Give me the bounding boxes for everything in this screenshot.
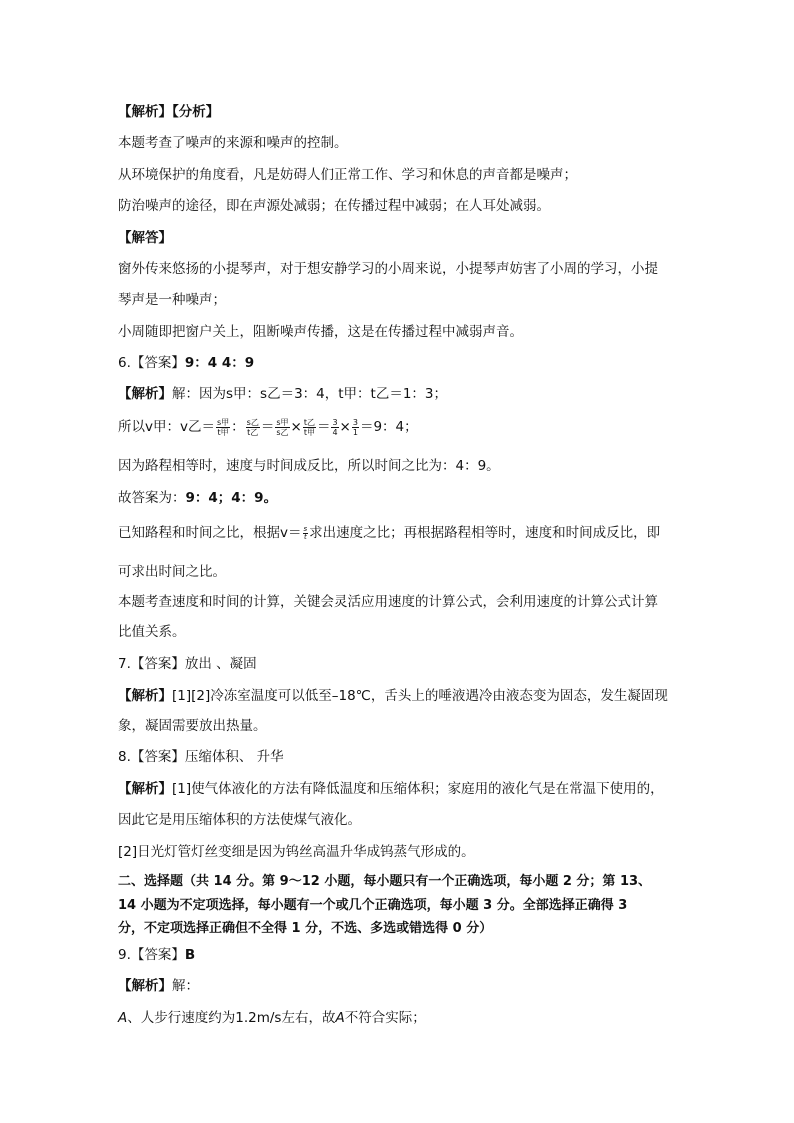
fraction: $\frac{\text{t乙}}{\text{t甲}}$ [303, 417, 315, 437]
text-line: 琴声是一种噪声； [118, 292, 226, 308]
fraction: $\frac{\text{s甲}}{\text{s乙}}$ [276, 417, 289, 437]
option-a-line [118, 1008, 694, 1028]
section-heading: 二、选择题（共 14 分。第 9～12 小题，每小题只有一个正确选项，每小题 2 分；第 13、 [118, 874, 652, 889]
analysis-label: 【解析】 [118, 978, 172, 994]
fraction: $\frac{3}{1}$ [352, 417, 358, 437]
answer-label: 6.【答案】 [118, 355, 185, 371]
analysis-label: 【解析】 [118, 781, 172, 797]
fraction: $\frac{s}{t}$ [303, 524, 308, 541]
fraction: $\frac{3}{4}$ [332, 417, 338, 437]
analysis-text: 解： [172, 978, 199, 994]
text-line: 防治噪声的途径，即在声源处减弱；在传播过程中减弱；在人耳处减弱。 [118, 198, 550, 214]
formula-result: ＝9：4； [359, 419, 418, 435]
text-span: 已知路程和时间之比，根据v＝ [118, 525, 302, 541]
option-letter: A [335, 1010, 345, 1026]
formula-op: ＝ [260, 419, 275, 435]
answer-line-7 [118, 654, 694, 674]
answer-line-9 [118, 945, 694, 965]
section-heading: 分，不定项选择正确但不全得 1 分，不选、多选或错选得 0 分） [118, 921, 493, 936]
text-line: 本题考查了噪声的来源和噪声的控制。 [118, 135, 348, 151]
text-line: 可求出时间之比。 [118, 564, 226, 580]
text-line: 从环境保护的角度看，凡是妨碍人们正常工作、学习和休息的声音都是噪声； [118, 167, 577, 183]
section-heading: 14 小题为不定项选择，每小题有一个或几个正确选项，每小题 3 分。全部选择正确得 3 [118, 898, 628, 913]
fraction: $\frac{\text{s乙}}{\text{t乙}}$ [246, 417, 259, 437]
solution-heading: 【解答】 [118, 230, 172, 246]
answer-label: 8.【答案】 [118, 749, 185, 765]
formula-op: × [339, 419, 351, 435]
analysis-line-6 [118, 384, 694, 404]
text-line: 小周随即把窗户关上，阻断噪声传播，这是在传播过程中减弱声音。 [118, 324, 523, 340]
fraction: $\frac{\text{s甲}}{\text{t甲}}$ [216, 417, 230, 437]
option-letter: A [118, 1010, 128, 1026]
text-line: [2]日光灯管灯丝变细是因为钨丝高温升华成钨蒸气形成的。 [118, 844, 475, 860]
formula-op: ： [231, 419, 245, 435]
text-span: 求出速度之比；再根据路程相等时，速度和时间成反比，即 [309, 525, 661, 541]
analysis-line-8 [118, 779, 694, 799]
answer-value: B [184, 947, 196, 963]
analysis-heading: 【解析】【分析】 [118, 104, 220, 120]
text-line: 比值关系。 [118, 624, 186, 640]
answer-label: 7.【答案】 [118, 656, 185, 672]
formula-op: × [290, 419, 302, 435]
answer-label: 9.【答案】 [118, 947, 185, 963]
text-line [118, 488, 694, 508]
text-span: 不符合实际； [344, 1010, 426, 1026]
text-span: 9：4；4：9。 [185, 490, 278, 506]
text-line [118, 520, 694, 546]
formula-prefix: 所以v甲：v乙＝ [118, 419, 215, 435]
analysis-text: [1]使气体液化的方法有降低温度和压缩体积；家庭用的液化气是在常温下使用的， [172, 781, 664, 797]
analysis-line-9 [118, 976, 694, 996]
text-line: 因为路程相等时，速度与时间成反比，所以时间之比为：4：9。 [118, 458, 500, 474]
analysis-label: 【解析】 [118, 386, 172, 402]
analysis-line-7 [118, 686, 694, 706]
answer-value: 压缩体积、 升华 [184, 749, 284, 765]
answer-line-8 [118, 747, 694, 767]
answer-value: 放出 、凝固 [184, 656, 257, 672]
analysis-text: 解：因为s甲：s乙＝3：4，t甲：t乙＝1：3； [172, 386, 448, 402]
answer-line-6 [118, 353, 694, 373]
analysis-text: [1][2]冷冻室温度可以低至–18℃，舌头上的唾液遇冷由液态变为固态，发生凝固现 [172, 688, 668, 704]
analysis-label: 【解析】 [118, 688, 172, 704]
formula-op: ＝ [316, 419, 331, 435]
text-span: 、人步行速度约为1.2m/s左右，故 [127, 1010, 336, 1026]
text-line: 本题考查速度和时间的计算，关键会灵活应用速度的计算公式，会利用速度的计算公式计算 [118, 594, 658, 610]
text-line: 象，凝固需要放出热量。 [118, 718, 267, 734]
answer-value: 9：4 4：9 [184, 355, 255, 371]
text-span: 故答案为： [118, 490, 186, 506]
text-line: 窗外传来悠扬的小提琴声，对于想安静学习的小周来说，小提琴声妨害了小周的学习，小提 [118, 261, 658, 277]
text-line: 因此它是用压缩体积的方法使煤气液化。 [118, 812, 361, 828]
formula-line [118, 414, 694, 440]
